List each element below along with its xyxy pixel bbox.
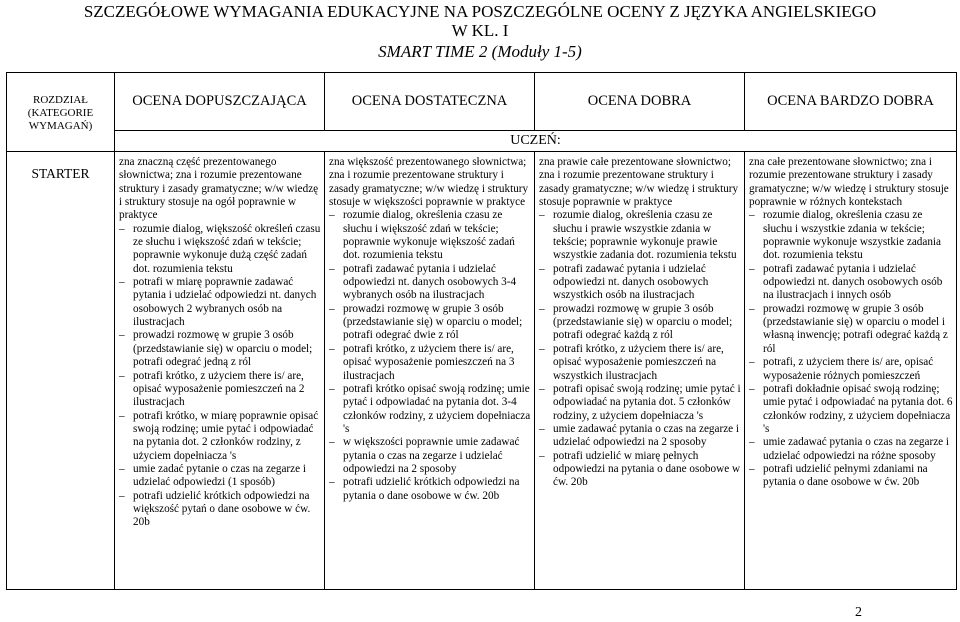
row-label-starter: STARTER xyxy=(7,152,115,590)
document-title-line-2: W KL. I xyxy=(451,21,509,40)
requirement-item: – potrafi krótko, z użyciem there is/ are, opisać wyposażenie pomieszczeń na wszystkich ilustracjach xyxy=(539,343,741,383)
document-subtitle: SMART TIME 2 (Moduły 1-5) xyxy=(378,42,582,61)
requirement-item: – prowadzi rozmowę w grupie 3 osób (przedstawianie się) w oparciu o model; potrafi odegrać każdą z ról xyxy=(539,303,741,343)
requirement-item: – w większości poprawnie umie zadawać pytania o czas na zegarze i udzielać odpowiedzi na 2 sposoby xyxy=(329,436,531,476)
requirement-item: – potrafi dokładnie opisać swoją rodzinę; umie pytać i odpowiadać na pytania dot. 6 członków rodziny, z użyciem dopełniacza 's xyxy=(749,383,953,436)
requirement-item: – rozumie dialog, określenia czasu ze słuchu i wszystkie zdania w tekście; poprawnie wykonuje wszystkie zadania dot. rozumienia tekstu xyxy=(749,209,953,262)
requirement-item: – umie zadawać pytania o czas na zegarze i udzielać odpowiedzi na 2 sposoby xyxy=(539,423,741,450)
requirement-text: zna prawie całe prezentowane słownictwo; zna i rozumie prezentowane struktury i zasady gramatyczne; w/w wiedzę i struktury stosuje poprawnie w praktyce xyxy=(539,156,739,209)
cell-dobra xyxy=(535,152,745,590)
grade-header-bardzo-dobra: OCENA BARDZO DOBRA xyxy=(745,73,957,131)
requirement-item: – potrafi zadawać pytania i udzielać odpowiedzi nt. danych osobowych 3-4 wybranych osób na ilustracjach xyxy=(329,263,531,303)
requirement-item: – rozumie dialog, większość określeń czasu ze słuchu i większość zdań w tekście; poprawnie wykonuje dużą część zadań dot. rozumienia tekstu xyxy=(119,223,321,276)
requirement-item: – rozumie dialog, określenia czasu ze słuchu i prawie wszystkie zdania w tekście; poprawnie wykonuje prawie wszystkie zadania dot. rozumienia tekstu xyxy=(539,209,741,262)
cell-dostateczna xyxy=(325,152,535,590)
requirement-item: – rozumie dialog, określenia czasu ze słuchu i większość zdań w tekście; poprawnie wykonuje większość zadań dot. rozumienia tekstu xyxy=(329,209,531,262)
requirement-item: – umie zadać pytanie o czas na zegarze i udzielać odpowiedzi (1 sposób) xyxy=(119,463,321,490)
requirement-item: – prowadzi rozmowę w grupie 3 osób (przedstawianie się) w oparciu o model i własną inwencję; potrafi odegrać każdą z ról xyxy=(749,303,953,356)
requirement-item: – potrafi udzielić w miarę pełnych odpowiedzi na pytania o dane osobowe w ćw. 20b xyxy=(539,450,741,490)
requirement-item: – potrafi udzielić krótkich odpowiedzi na większość pytań o dane osobowe w ćw. 20b xyxy=(119,490,321,530)
requirement-item: – potrafi krótko, z użyciem there is/ are, opisać wyposażenie pomieszczeń na 2 ilustracjach xyxy=(119,370,321,410)
page-number: 2 xyxy=(855,605,862,620)
grade-header-dostateczna: OCENA DOSTATECZNA xyxy=(325,73,535,131)
requirement-item: – potrafi, z użyciem there is/ are, opisać wyposażenie różnych pomieszczeń xyxy=(749,356,953,383)
requirement-item: – potrafi zadawać pytania i udzielać odpowiedzi nt. danych osobowych osób na ilustracjach i innych osób xyxy=(749,263,953,303)
student-subheader: UCZEŃ: xyxy=(115,131,957,152)
cell-dopuszczajaca xyxy=(115,152,325,590)
requirement-text: zna znaczną część prezentowanego słownictwa; zna i rozumie prezentowane struktury i zasady gramatyczne; w/w wiedzę i struktury stosuje na ogół poprawnie w praktyce xyxy=(119,156,319,222)
requirement-item: – potrafi opisać swoją rodzinę; umie pytać i odpowiadać na pytania dot. 5 członków rodziny, z użyciem dopełniacza 's xyxy=(539,383,741,423)
cell-bardzo-dobra xyxy=(745,152,957,590)
requirement-item: – potrafi krótko, w miarę poprawnie opisać swoją rodzinę; umie pytać i odpowiadać na pytania dot. 2 członków rodziny, z użyciem dopełniacza 's xyxy=(119,410,321,463)
grade-header-dopuszczajaca: OCENA DOPUSZCZAJĄCA xyxy=(115,73,325,131)
requirement-item: – potrafi udzielić pełnymi zdaniami na pytania o dane osobowe w ćw. 20b xyxy=(749,463,953,490)
requirement-item: – potrafi krótko, z użyciem there is/ are, opisać wyposażenie pomieszczeń na 3 ilustracjach xyxy=(329,343,531,383)
requirement-item: – potrafi w miarę poprawnie zadawać pytania i udzielać odpowiedzi nt. danych osobowych 2 wybranych osób na ilustracjach xyxy=(119,276,321,329)
requirement-item: – potrafi udzielić krótkich odpowiedzi na pytania o dane osobowe w ćw. 20b xyxy=(329,476,531,503)
requirement-item: – potrafi krótko opisać swoją rodzinę; umie pytać i odpowiadać na pytania dot. 3-4 członków rodziny, z użyciem dopełniacza 's xyxy=(329,383,531,436)
category-header: ROZDZIAŁ (KATEGORIE WYMAGAŃ) xyxy=(7,73,115,152)
grade-header-dobra: OCENA DOBRA xyxy=(535,73,745,131)
requirement-item: – potrafi zadawać pytania i udzielać odpowiedzi nt. danych osobowych wszystkich osób na ilustracjach xyxy=(539,263,741,303)
requirements-table xyxy=(6,72,957,590)
requirement-text: zna większość prezentowanego słownictwa; zna i rozumie prezentowane struktury i zasady gramatyczne; w/w wiedzę i struktury stosuje w większości poprawnie w praktyce xyxy=(329,156,529,209)
requirement-item: – prowadzi rozmowę w grupie 3 osób (przedstawianie się) w oparciu o model; potrafi odegrać dwie z ról xyxy=(329,303,531,343)
requirement-text: zna całe prezentowane słownictwo; zna i rozumie prezentowane struktury i zasady gramatyczne; w/w wiedzę i struktury stosuje poprawnie w różnych kontekstach xyxy=(749,156,949,209)
requirement-item: – prowadzi rozmowę w grupie 3 osób (przedstawianie się) w oparciu o model; potrafi odegrać jedną z ról xyxy=(119,329,321,369)
requirement-item: – umie zadawać pytania o czas na zegarze i udzielać odpowiedzi na różne sposoby xyxy=(749,436,953,463)
document-title-line-1: SZCZEGÓŁOWE WYMAGANIA EDUKACYJNE NA POSZCZEGÓLNE OCENY Z JĘZYKA ANGIELSKIEGO xyxy=(83,2,877,21)
